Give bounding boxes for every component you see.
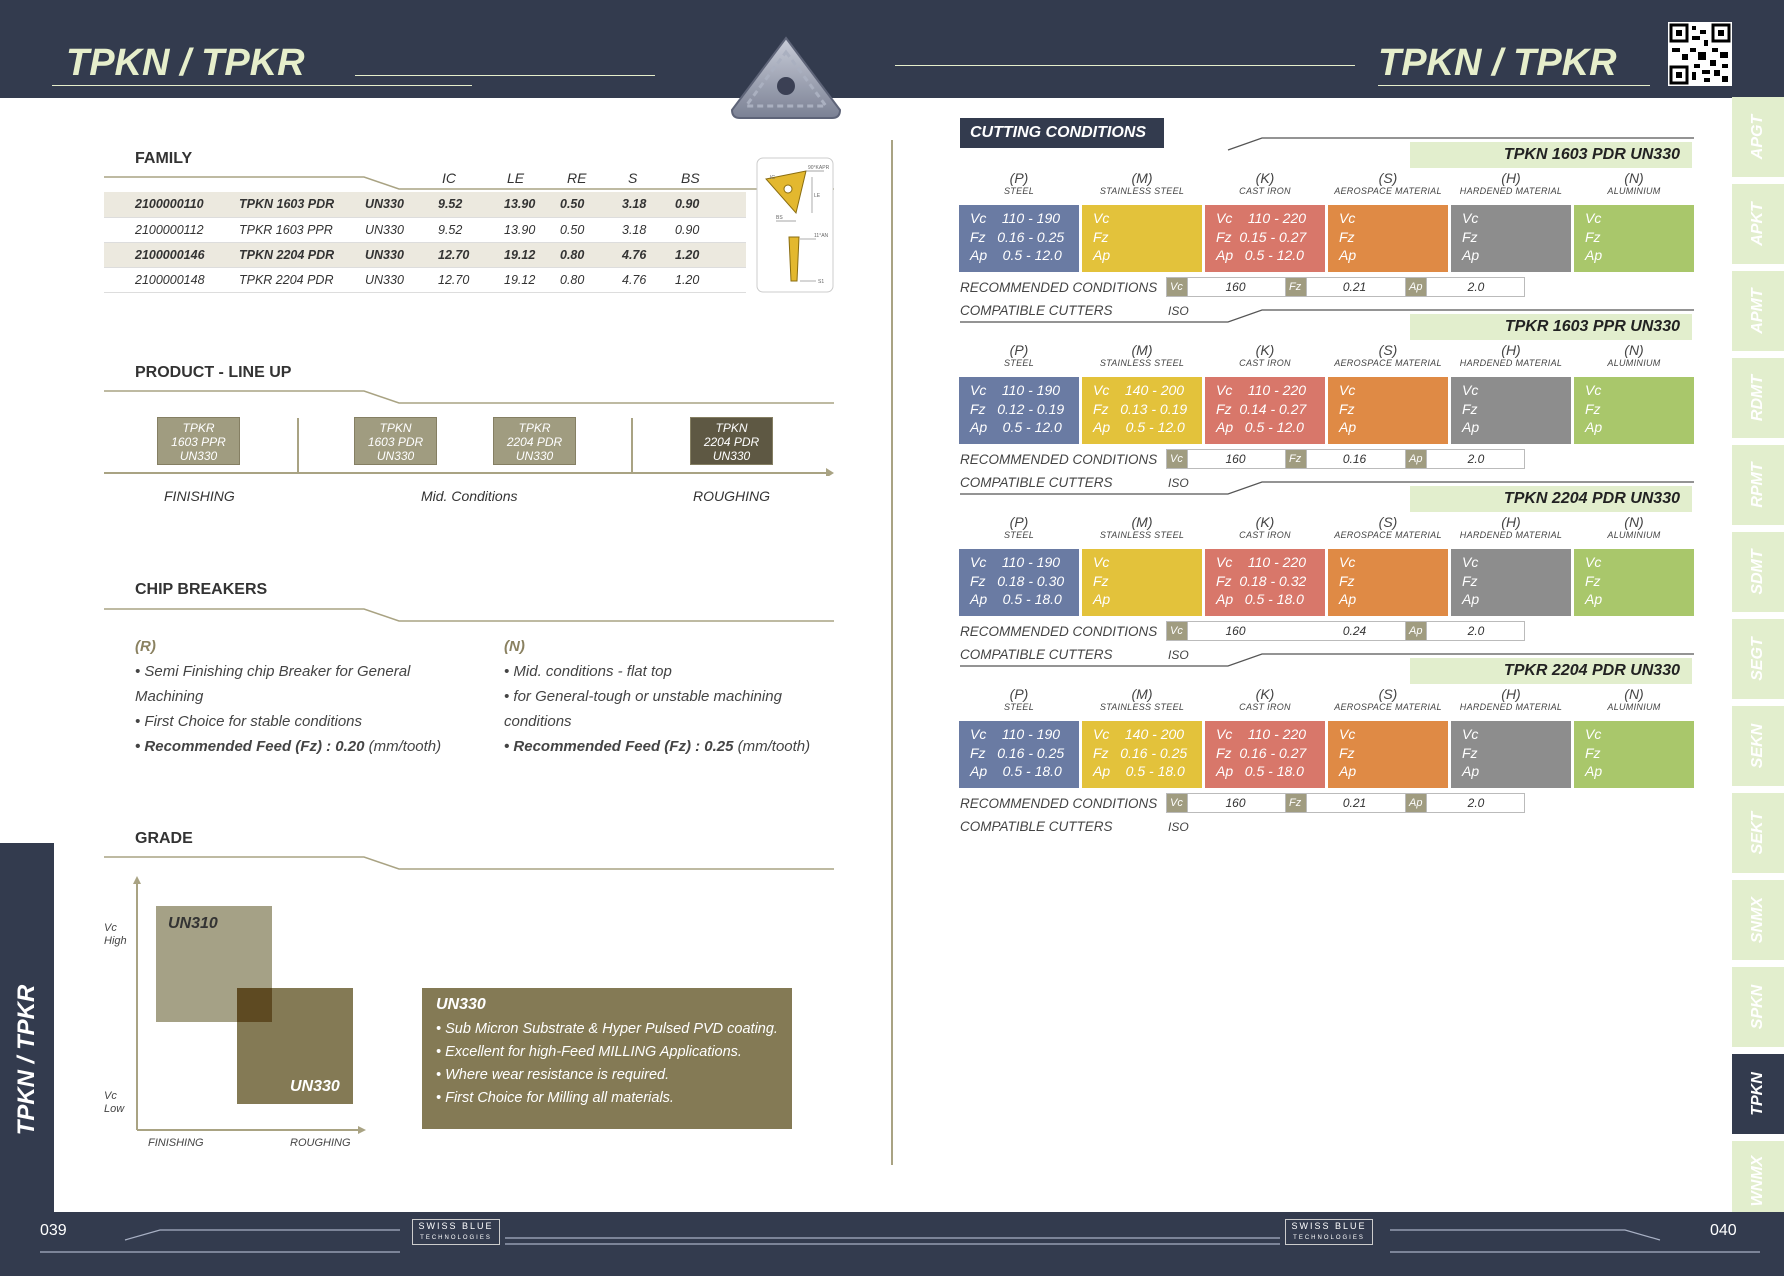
un330-description-box	[422, 988, 792, 1129]
material-header	[1327, 686, 1449, 713]
material-header	[1450, 170, 1572, 197]
condition-cell: Vc Fz Ap	[1574, 721, 1694, 788]
side-title: TPKN / TPKR	[13, 984, 40, 1136]
chip-line: • First Choice for stable conditions	[135, 713, 363, 730]
chip-line	[504, 734, 844, 759]
iso-label: ISO	[1168, 304, 1189, 318]
table-row	[104, 267, 746, 292]
grade-overlap	[237, 988, 272, 1022]
family-table	[104, 192, 746, 293]
feed-unit: (mm/tooth)	[364, 738, 442, 755]
vc-high-label	[104, 922, 127, 948]
compatible-cutters-label: COMPATIBLE CUTTERS	[960, 303, 1113, 318]
cell-name: TPKR 2204 PDR	[239, 272, 334, 287]
material-header	[1450, 686, 1572, 713]
lineup-item	[157, 417, 240, 465]
svg-text:IC: IC	[770, 175, 775, 181]
table-row	[104, 192, 746, 217]
condition-cell: Vc Fz Ap	[1328, 205, 1448, 272]
material-header	[1081, 342, 1203, 369]
condition-cell: Vc Fz Ap	[1451, 549, 1571, 616]
side-tab-sdmt[interactable]	[1732, 532, 1784, 612]
material-code: (N)	[1624, 686, 1644, 702]
material-name: STAINLESS STEEL	[1099, 702, 1185, 712]
side-tab-label: SEGT	[1749, 637, 1766, 681]
material-code: (K)	[1255, 170, 1275, 186]
material-code: (M)	[1131, 686, 1153, 702]
svg-text:LE: LE	[814, 193, 821, 199]
material-name: STAINLESS STEEL	[1099, 358, 1185, 368]
lineup-item-line: UN330	[179, 449, 218, 463]
condition-cell: Vc Fz Ap	[1451, 377, 1571, 444]
material-code: (M)	[1131, 342, 1153, 358]
chip-line: conditions	[504, 713, 572, 730]
lineup-label-mid: Mid. Conditions	[421, 488, 518, 504]
lineup-label-finishing: FINISHING	[164, 488, 235, 504]
cell-grade: UN330	[365, 272, 404, 287]
vc-label: Vc	[104, 1090, 117, 1102]
cell-grade: UN330	[365, 192, 438, 217]
cell-re: 0.50	[560, 192, 622, 217]
condition-cell: Vc Fz Ap	[1574, 205, 1694, 272]
rec-vc-value: 160	[1225, 452, 1246, 466]
cell-bs: 1.20	[675, 242, 746, 267]
material-code: (H)	[1501, 342, 1521, 358]
cell-re: 0.50	[560, 222, 585, 237]
title-line	[895, 65, 1355, 66]
rec-vc-value: 160	[1225, 280, 1246, 294]
lineup-item-line: 2204 PDR	[506, 435, 563, 449]
page-title-left: TPKN / TPKR	[66, 42, 305, 84]
material-name: CAST IRON	[1239, 186, 1291, 196]
material-header	[958, 514, 1080, 541]
vc-label: Low	[104, 1103, 125, 1115]
cell-bs: 0.90	[675, 222, 700, 237]
cell-bs: 0.90	[675, 192, 746, 217]
side-tab-tpkn[interactable]	[1732, 1054, 1784, 1134]
lineup-item	[354, 417, 437, 465]
product-header: TPKR 1603 PPR UN330	[1410, 314, 1692, 340]
svg-text:11°AN: 11°AN	[814, 233, 829, 239]
lineup-title: PRODUCT - LINE UP	[135, 364, 292, 381]
side-tab-apmt[interactable]	[1732, 271, 1784, 351]
material-name: HARDENED MATERIAL	[1459, 530, 1563, 540]
recommended-label: RECOMMENDED CONDITIONS	[960, 796, 1158, 811]
side-tab-spkn[interactable]	[1732, 967, 1784, 1047]
iso-label: ISO	[1168, 648, 1189, 662]
chip-title: CHIP BREAKERS	[135, 581, 268, 598]
lineup-item-line: TPKR	[182, 421, 215, 435]
material-name: HARDENED MATERIAL	[1459, 358, 1563, 368]
side-tab-snmx[interactable]	[1732, 880, 1784, 960]
side-tab-label: RDMT	[1749, 374, 1766, 422]
page-number-right: 040	[1710, 1222, 1737, 1239]
product-header: TPKR 2204 PDR UN330	[1410, 658, 1692, 684]
rec-ap-value: 2.0	[1467, 280, 1485, 294]
condition-cell: Vc Fz Ap	[1328, 721, 1448, 788]
ap-tag: Ap	[1405, 621, 1427, 641]
side-tab-label: SEKT	[1749, 811, 1766, 855]
material-code: (H)	[1501, 514, 1521, 530]
condition-cell: Vc 110 - 190 Fz 0.18 - 0.30 Ap 0.5 - 18.0	[959, 549, 1079, 616]
rec-fz-value: 0.21	[1342, 280, 1367, 294]
condition-cell: Vc Fz Ap	[1574, 549, 1694, 616]
condition-cell: Vc 110 - 190 Fz 0.16 - 0.25 Ap 0.5 - 18.0	[959, 721, 1079, 788]
material-name: CAST IRON	[1239, 702, 1291, 712]
feed-unit: (mm/tooth)	[733, 738, 811, 755]
material-name: CAST IRON	[1239, 530, 1291, 540]
condition-cell: Vc Fz Ap	[1082, 205, 1202, 272]
title-underline	[1378, 85, 1650, 86]
side-tab-rpmt[interactable]	[1732, 445, 1784, 525]
title-line	[355, 75, 655, 76]
grade-un310-label: UN310	[168, 915, 218, 932]
vc-tag: Vc	[1166, 793, 1188, 813]
material-name: ALUMINIUM	[1607, 530, 1661, 540]
lineup-item-line: TPKR	[518, 421, 551, 435]
side-tab-label: SNMX	[1749, 896, 1766, 944]
cell-code: 2100000146	[135, 242, 239, 267]
material-code: (K)	[1255, 514, 1275, 530]
chip-r-text	[135, 659, 475, 759]
col-header-re: RE	[567, 170, 587, 186]
rec-vc-value: 160	[1225, 624, 1246, 638]
side-tab-label: APMT	[1749, 288, 1766, 334]
brand-logo	[1285, 1219, 1373, 1245]
recommended-label: RECOMMENDED CONDITIONS	[960, 624, 1158, 639]
material-code: (N)	[1624, 514, 1644, 530]
material-code: (P)	[1009, 342, 1029, 358]
condition-cell: Vc 110 - 220 Fz 0.16 - 0.27 Ap 0.5 - 18.0	[1205, 721, 1325, 788]
fz-tag: Fz	[1285, 793, 1307, 813]
col-header-s: S	[628, 170, 638, 186]
vc-label: High	[104, 935, 127, 947]
recommended-feed: • Recommended Feed (Fz) : 0.25	[504, 738, 734, 755]
side-tab-label: APKT	[1749, 202, 1766, 246]
material-header	[1573, 686, 1695, 713]
material-name: AEROSPACE MATERIAL	[1334, 186, 1442, 196]
material-name: AEROSPACE MATERIAL	[1334, 358, 1442, 368]
svg-text:BS: BS	[776, 215, 783, 221]
chip-n-text	[504, 659, 844, 759]
chip-line: • Semi Finishing chip Breaker for General	[135, 663, 411, 680]
cell-code: 2100000148	[135, 272, 205, 287]
rec-fz-value: 0.16	[1342, 452, 1367, 466]
ap-tag: Ap	[1405, 793, 1427, 813]
cell-code: 2100000112	[135, 222, 204, 237]
material-code: (M)	[1131, 170, 1153, 186]
side-tab-label: APGT	[1749, 114, 1766, 160]
title-underline	[52, 85, 472, 86]
recommended-label: RECOMMENDED CONDITIONS	[960, 280, 1158, 295]
material-name: HARDENED MATERIAL	[1459, 186, 1563, 196]
vc-tag: Vc	[1166, 277, 1188, 297]
material-code: (P)	[1009, 514, 1029, 530]
material-header	[1450, 514, 1572, 541]
table-row	[104, 217, 746, 242]
material-header	[1081, 514, 1203, 541]
un330-box-lines	[436, 1018, 778, 1110]
cutting-conditions-title: CUTTING CONDITIONS	[960, 118, 1164, 148]
material-name: STEEL	[1003, 530, 1034, 540]
material-header	[1573, 514, 1695, 541]
cell-grade: UN330	[365, 242, 438, 267]
side-tab-apgt[interactable]	[1732, 97, 1784, 177]
compatible-cutters-label: COMPATIBLE CUTTERS	[960, 647, 1113, 662]
material-name: ALUMINIUM	[1607, 186, 1661, 196]
grade-x-finishing: FINISHING	[148, 1137, 204, 1149]
condition-cell: Vc 140 - 200 Fz 0.13 - 0.19 Ap 0.5 - 12.0	[1082, 377, 1202, 444]
un330-line: • Excellent for high-Feed MILLING Applications.	[436, 1044, 742, 1060]
brand-logo	[412, 1219, 500, 1245]
condition-cell: Vc 110 - 220 Fz 0.14 - 0.27 Ap 0.5 - 12.0	[1205, 377, 1325, 444]
compatible-cutters-label: COMPATIBLE CUTTERS	[960, 819, 1113, 834]
family-title: FAMILY	[135, 150, 193, 167]
vc-low-label	[104, 1090, 124, 1116]
side-tab-wnmx[interactable]	[1732, 1141, 1784, 1221]
material-header	[1573, 342, 1695, 369]
material-code: (K)	[1255, 686, 1275, 702]
page-title-right: TPKN / TPKR	[1378, 42, 1617, 84]
condition-cell: Vc 110 - 190 Fz 0.12 - 0.19 Ap 0.5 - 12.0	[959, 377, 1079, 444]
lineup-item	[690, 417, 773, 465]
material-header	[1204, 686, 1326, 713]
side-tab-label: SDMT	[1749, 549, 1766, 595]
un330-line: • Where wear resistance is required.	[436, 1067, 670, 1083]
material-code: (S)	[1378, 342, 1398, 358]
logo-subtext: TECHNOLOGIES	[1293, 1235, 1365, 1241]
material-header	[958, 686, 1080, 713]
lineup-item-line: 1603 PDR	[367, 435, 424, 449]
side-tab-label: SEKN	[1749, 723, 1766, 769]
compatible-cutters-label: COMPATIBLE CUTTERS	[960, 475, 1113, 490]
condition-cell: Vc Fz Ap	[1082, 549, 1202, 616]
svg-text:S1: S1	[818, 279, 825, 285]
material-header	[1204, 342, 1326, 369]
lineup-item-line: UN330	[515, 449, 554, 463]
ap-tag: Ap	[1405, 449, 1427, 469]
chip-line: • for General-tough or unstable machining	[504, 688, 782, 705]
product-header: TPKN 1603 PDR UN330	[1410, 142, 1692, 168]
side-tab-label: TPKN	[1749, 1072, 1766, 1116]
cell-le: 13.90	[504, 222, 536, 237]
cell-s: 3.18	[622, 192, 675, 217]
cell-ic: 9.52	[438, 222, 463, 237]
material-header	[1450, 342, 1572, 369]
cell-s: 3.18	[622, 222, 647, 237]
section-line	[104, 852, 834, 872]
recommended-feed: • Recommended Feed (Fz) : 0.20	[135, 738, 365, 755]
un330-box-title: UN330	[436, 996, 486, 1013]
lineup-item	[493, 417, 576, 465]
material-code: (H)	[1501, 686, 1521, 702]
rec-ap-value: 2.0	[1467, 452, 1485, 466]
product-header: TPKN 2204 PDR UN330	[1410, 486, 1692, 512]
insert-drawing	[756, 157, 834, 293]
material-header	[958, 342, 1080, 369]
material-name: CAST IRON	[1239, 358, 1291, 368]
cell-name: TPKN 1603 PDR	[239, 192, 365, 217]
chip-line: Machining	[135, 688, 204, 705]
condition-cell: Vc 110 - 190 Fz 0.16 - 0.25 Ap 0.5 - 12.0	[959, 205, 1079, 272]
cell-code: 2100000110	[135, 192, 239, 217]
section-line	[104, 172, 834, 192]
un330-line: • First Choice for Milling all materials.	[436, 1090, 674, 1106]
vc-tag: Vc	[1166, 621, 1188, 641]
rec-fz-value: 0.24	[1342, 624, 1367, 638]
condition-cell: Vc Fz Ap	[1451, 205, 1571, 272]
qr-code-icon	[1668, 22, 1732, 86]
condition-cell: Vc Fz Ap	[1574, 377, 1694, 444]
material-code: (K)	[1255, 342, 1275, 358]
lineup-item-line: TPKN	[715, 421, 748, 435]
cell-s: 4.76	[622, 272, 647, 287]
cell-le: 19.12	[504, 242, 560, 267]
material-name: STEEL	[1003, 186, 1034, 196]
logo-subtext: TECHNOLOGIES	[420, 1235, 492, 1241]
page-number-left: 039	[40, 1222, 67, 1239]
svg-text:90°KAPR: 90°KAPR	[808, 165, 830, 171]
material-name: ALUMINIUM	[1607, 702, 1661, 712]
un330-line: • Sub Micron Substrate & Hyper Pulsed PVD coating.	[436, 1021, 778, 1037]
lineup-item-line: UN330	[712, 449, 751, 463]
cell-ic: 12.70	[438, 272, 470, 287]
section-line	[104, 604, 834, 624]
material-name: HARDENED MATERIAL	[1459, 702, 1563, 712]
chip-n-head: (N)	[504, 638, 525, 655]
cell-grade: UN330	[365, 222, 404, 237]
material-header	[958, 170, 1080, 197]
condition-cell: Vc 110 - 220 Fz 0.15 - 0.27 Ap 0.5 - 12.0	[1205, 205, 1325, 272]
condition-cell: Vc Fz Ap	[1328, 377, 1448, 444]
cell-re: 0.80	[560, 242, 622, 267]
footer-lines	[0, 1212, 1784, 1276]
material-header	[1081, 686, 1203, 713]
lineup-label-roughing: ROUGHING	[693, 488, 770, 504]
material-header	[1081, 170, 1203, 197]
material-header	[1204, 514, 1326, 541]
cell-bs: 1.20	[675, 272, 700, 287]
material-code: (S)	[1378, 686, 1398, 702]
material-code: (M)	[1131, 514, 1153, 530]
col-header-bs: BS	[681, 170, 700, 186]
lineup-item-line: 1603 PPR	[171, 435, 226, 449]
chip-line	[135, 734, 475, 759]
cell-name: TPKN 2204 PDR	[239, 242, 365, 267]
rec-ap-value: 2.0	[1467, 796, 1485, 810]
side-tab-label: RPMT	[1749, 462, 1766, 508]
cell-ic: 12.70	[438, 242, 504, 267]
cell-le: 19.12	[504, 272, 536, 287]
material-name: AEROSPACE MATERIAL	[1334, 530, 1442, 540]
ap-tag: Ap	[1405, 277, 1427, 297]
chip-r-head: (R)	[135, 638, 156, 655]
cell-name: TPKR 1603 PPR	[239, 222, 333, 237]
insert-image	[728, 34, 844, 120]
side-tab-sekt[interactable]	[1732, 793, 1784, 873]
material-code: (P)	[1009, 170, 1029, 186]
logo-text: SWISS BLUE	[1291, 1221, 1367, 1231]
side-tab-label: SPKN	[1749, 984, 1766, 1030]
lineup-item-line: 2204 PDR	[703, 435, 760, 449]
condition-cell: Vc 140 - 200 Fz 0.16 - 0.25 Ap 0.5 - 18.0	[1082, 721, 1202, 788]
side-tab-sekn[interactable]	[1732, 706, 1784, 786]
chip-line: • Mid. conditions - flat top	[504, 663, 672, 680]
iso-label: ISO	[1168, 476, 1189, 490]
material-name: AEROSPACE MATERIAL	[1334, 702, 1442, 712]
material-code: (S)	[1378, 514, 1398, 530]
grade-title: GRADE	[135, 830, 193, 847]
col-header-ic: IC	[442, 170, 456, 186]
lineup-item-line: UN330	[376, 449, 415, 463]
side-tab-label: WNMX	[1749, 1155, 1766, 1207]
vc-label: Vc	[104, 922, 117, 934]
lineup-item-line: TPKN	[379, 421, 412, 435]
recommended-label: RECOMMENDED CONDITIONS	[960, 452, 1158, 467]
condition-cell: Vc Fz Ap	[1451, 721, 1571, 788]
vc-tag: Vc	[1166, 449, 1188, 469]
side-tab-apkt[interactable]	[1732, 184, 1784, 264]
material-code: (S)	[1378, 170, 1398, 186]
side-tab-rdmt[interactable]	[1732, 358, 1784, 438]
rec-ap-value: 2.0	[1467, 624, 1485, 638]
material-name: ALUMINIUM	[1607, 358, 1661, 368]
condition-cell: Vc 110 - 220 Fz 0.18 - 0.32 Ap 0.5 - 18.0	[1205, 549, 1325, 616]
fz-tag: Fz	[1285, 277, 1307, 297]
condition-cell: Vc Fz Ap	[1328, 549, 1448, 616]
page-divider	[891, 140, 893, 1165]
material-header	[1327, 514, 1449, 541]
iso-label: ISO	[1168, 820, 1189, 834]
side-tab-segt[interactable]	[1732, 619, 1784, 699]
material-code: (N)	[1624, 342, 1644, 358]
material-name: STAINLESS STEEL	[1099, 530, 1185, 540]
material-code: (P)	[1009, 686, 1029, 702]
table-row	[104, 242, 746, 267]
material-name: STEEL	[1003, 702, 1034, 712]
material-name: STEEL	[1003, 358, 1034, 368]
material-header	[1327, 342, 1449, 369]
material-code: (N)	[1624, 170, 1644, 186]
grade-x-roughing: ROUGHING	[290, 1137, 351, 1149]
material-header	[1573, 170, 1695, 197]
rec-fz-value: 0.21	[1342, 796, 1367, 810]
material-code: (H)	[1501, 170, 1521, 186]
cell-le: 13.90	[504, 192, 560, 217]
rec-vc-value: 160	[1225, 796, 1246, 810]
col-header-le: LE	[507, 170, 525, 186]
material-header	[1204, 170, 1326, 197]
grade-un330-label: UN330	[290, 1078, 340, 1095]
fz-tag: Fz	[1285, 449, 1307, 469]
cell-re: 0.80	[560, 272, 585, 287]
material-name: STAINLESS STEEL	[1099, 186, 1185, 196]
material-header	[1327, 170, 1449, 197]
cell-ic: 9.52	[438, 192, 504, 217]
cell-s: 4.76	[622, 242, 675, 267]
logo-text: SWISS BLUE	[418, 1221, 494, 1231]
